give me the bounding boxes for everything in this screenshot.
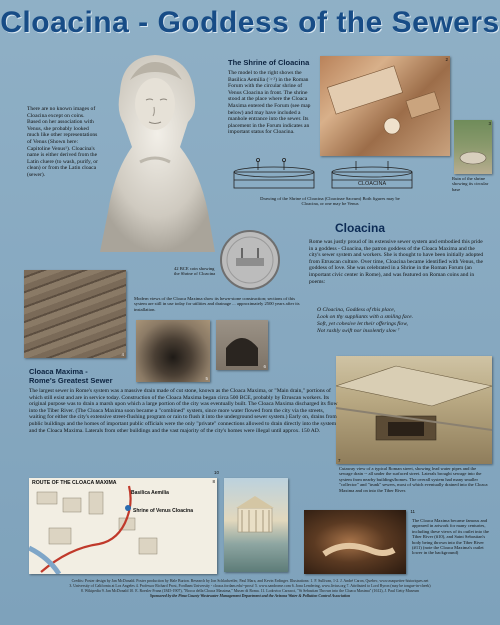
coin-image — [218, 228, 282, 292]
painting-caption: The Cloaca Maxima became famous and appeared in artwork for many centuries, including these views of its outlet into the Tiber River (#10), and Saint Sebastian's body being thrown into the Tiber River (#11) (note the Cloaca Maxima's outlet lower in the background) — [412, 518, 489, 556]
figure-number-11: 11 — [410, 509, 415, 514]
route-map — [29, 478, 217, 574]
street-caption: Cutaway view of a typical Roman street, showing lead water pipes and the sewage drain -- all under the surfaced street. Laterals brought sewage into the system from nearby buildings/homes. The overall system had many smaller "collector" and "trunk" sewers, most of which eventually drained into the Cloaca Maxima and on into the Tiber River. — [339, 466, 488, 493]
cloaca-outlet-painting — [214, 470, 288, 572]
figure-number-7: 7 — [338, 458, 341, 463]
modern-views-caption: Modern views of the Cloaca Maxima show its hewn-stone construction; sections of this system are still in use today for utilities and drainage ... approximately 2500 years after its installation. — [134, 296, 300, 312]
drawing-label: CLOACINA — [358, 181, 387, 187]
cloacina-text: Rome was justly proud of its extensive sewer system and embodied this pride in a goddess - Cloacina, the patron goddess of the Cloaca Maxima and the city's sewer system and workers. She is thought to have been initially adopted from Etruscan culture. Over time, Cloacina became identified with Venus, the goddess of love. She was celebrated in a Shrine in the Roman Forum (an important civic center in Rome), and was featured on Roman coins and in poems: — [309, 239, 484, 285]
saint-sebastian-painting — [304, 509, 415, 574]
arch-outlet-photo — [216, 320, 268, 370]
poem-line: O Cloacina, Goddess of this place, — [317, 307, 396, 313]
cloaca-maxima-text: The largest sewer in Rome's system was a massive drain made of cut stone, known as the Cloaca Maxima, or "Main drain," portions of which still exist and are in service today. Construction of the Cloaca Maxima began circa 500 BCE, probably by Etruscan workers. Its original purpose was to drain a marsh upon which a large portion of the city was eventually built. The Cloaca Maxima discharged its flow into the Tiber River. (The Cloaca Maxima soon became a "combined" system, since more water flowed from the city via the streets, waiting for either the city's extensive street-flushing program or rain to flush it into the underground sewer system.) Early on, drains from public buildings and the homes of important public officials were the only "private" connections allowed to drain directly into the system and the Cloaca Maxima. Laterals from other buildings and the vast majority of the city's homes were illegal until approx. 150 AD. — [29, 388, 338, 434]
credits-line: 8. Wikipedia 9. Jan McDonald 10. E. Roesler Franz (1845-1907), "Bocca della Cloaca Massima," Museo di Roma. 11. Lodovico Carracci, "St Sebastian Thrown into the Cloaca Maxima" (1612), J. Paul Getty Museum — [80, 589, 420, 593]
poem-line: Not rashly swift nor insolently slow ⁷ — [317, 328, 400, 334]
forum-model-photo — [320, 56, 450, 156]
figure-number-10: 10 — [214, 470, 220, 475]
intro-text: There are no known images of Cloacina except on coins. Based on her association with Venus, she probably looked much like other representations of Venus (Shown here: Capitoline Venus¹). Cloacina's name is either derived from the Latin cluere (to wash, purify, or clean) or from the Latin cloaca (sewer). — [27, 106, 98, 178]
poster-title: Cloacina - Goddess of the Sewers — [0, 6, 500, 39]
cloacina-heading: Cloacina — [335, 221, 386, 235]
stone-sewer-photo — [24, 270, 126, 358]
tunnel-photo — [136, 320, 210, 382]
shrine-ruin-photo — [454, 120, 492, 174]
heading-line: Cloaca Maxima - — [29, 367, 88, 376]
credits-line: 3. University of California at Los Angeles 4. Professor Richard Prost, Fordham University - cloaca.fordam.edu/~prost/ 5. www.sandrome.com 6. Jona Lendering, www.livius.org 7. Attributed to Lord Byron (may be tongue-in-cheek) — [69, 584, 431, 588]
map-label-shrine: Shrine of Venus Cloacina — [133, 508, 194, 514]
shrine-text: The model to the right shows the Basilica Aemilia (☞²) in the Roman Forum with the circular shrine of Venus Cloacina in front. The shrine stood at the place where the Cloaca Maxima entered the Forum (see map below) and may have included a manhole entrance into the sewer. Its placement in the Forum indicates an important status for Cloacina. — [228, 70, 311, 136]
cloaca-maxima-heading — [29, 368, 113, 385]
shrine-heading: The Shrine of Cloacina — [228, 58, 310, 67]
figure-number-5: 5 — [205, 376, 208, 381]
figure-number-6: 6 — [263, 364, 266, 369]
street-cutaway-illustration — [336, 356, 492, 464]
coin-caption: 42 BCE coin showing the Shrine of Cloacina — [174, 266, 216, 277]
credits-sponsor: Sponsored by the Pima County Wastewater Management Department and the Arizona Water & Pollution Control Association — [149, 594, 351, 598]
figure-number-2: 2 — [445, 57, 448, 62]
figure-number-3: 3 — [488, 121, 491, 126]
drawing-caption: Drawing of the Shrine of Cloacina (Cloacinae Sacrum) Both figures may be Cloacina, or one may be Venus — [260, 196, 400, 207]
credits — [8, 579, 492, 599]
figure-number-8: 8 — [212, 479, 215, 484]
credits-line: Credits: Poster design by Jan McDonald. Poster production by Hale Burton. Research by Jon Schladweiler, Paul Mara, and Kevin Erdinger. Illustrations: 1. F. Sullivan, 1-2. J. André Caron, Quebec, www.maquettes-historiques.net — [71, 579, 429, 583]
cloacina-poem — [317, 307, 487, 335]
map-title: ROUTE OF THE CLOACA MAXIMA — [32, 480, 117, 486]
heading-line: Rome's Greatest Sewer — [29, 375, 113, 385]
capitoline-venus-image — [90, 52, 220, 252]
shrine-drawing — [228, 158, 418, 194]
poem-line: Look on thy suppliants with a smiling face. — [317, 314, 414, 320]
ruin-caption: Ruin of the shrine showing its circular base — [452, 176, 489, 192]
poem-line: Soft, yet cohesive let their offerings flow, — [317, 321, 408, 327]
figure-number-4: 4 — [121, 352, 124, 357]
map-label-basilica: Basilica Aemilia — [131, 490, 169, 496]
